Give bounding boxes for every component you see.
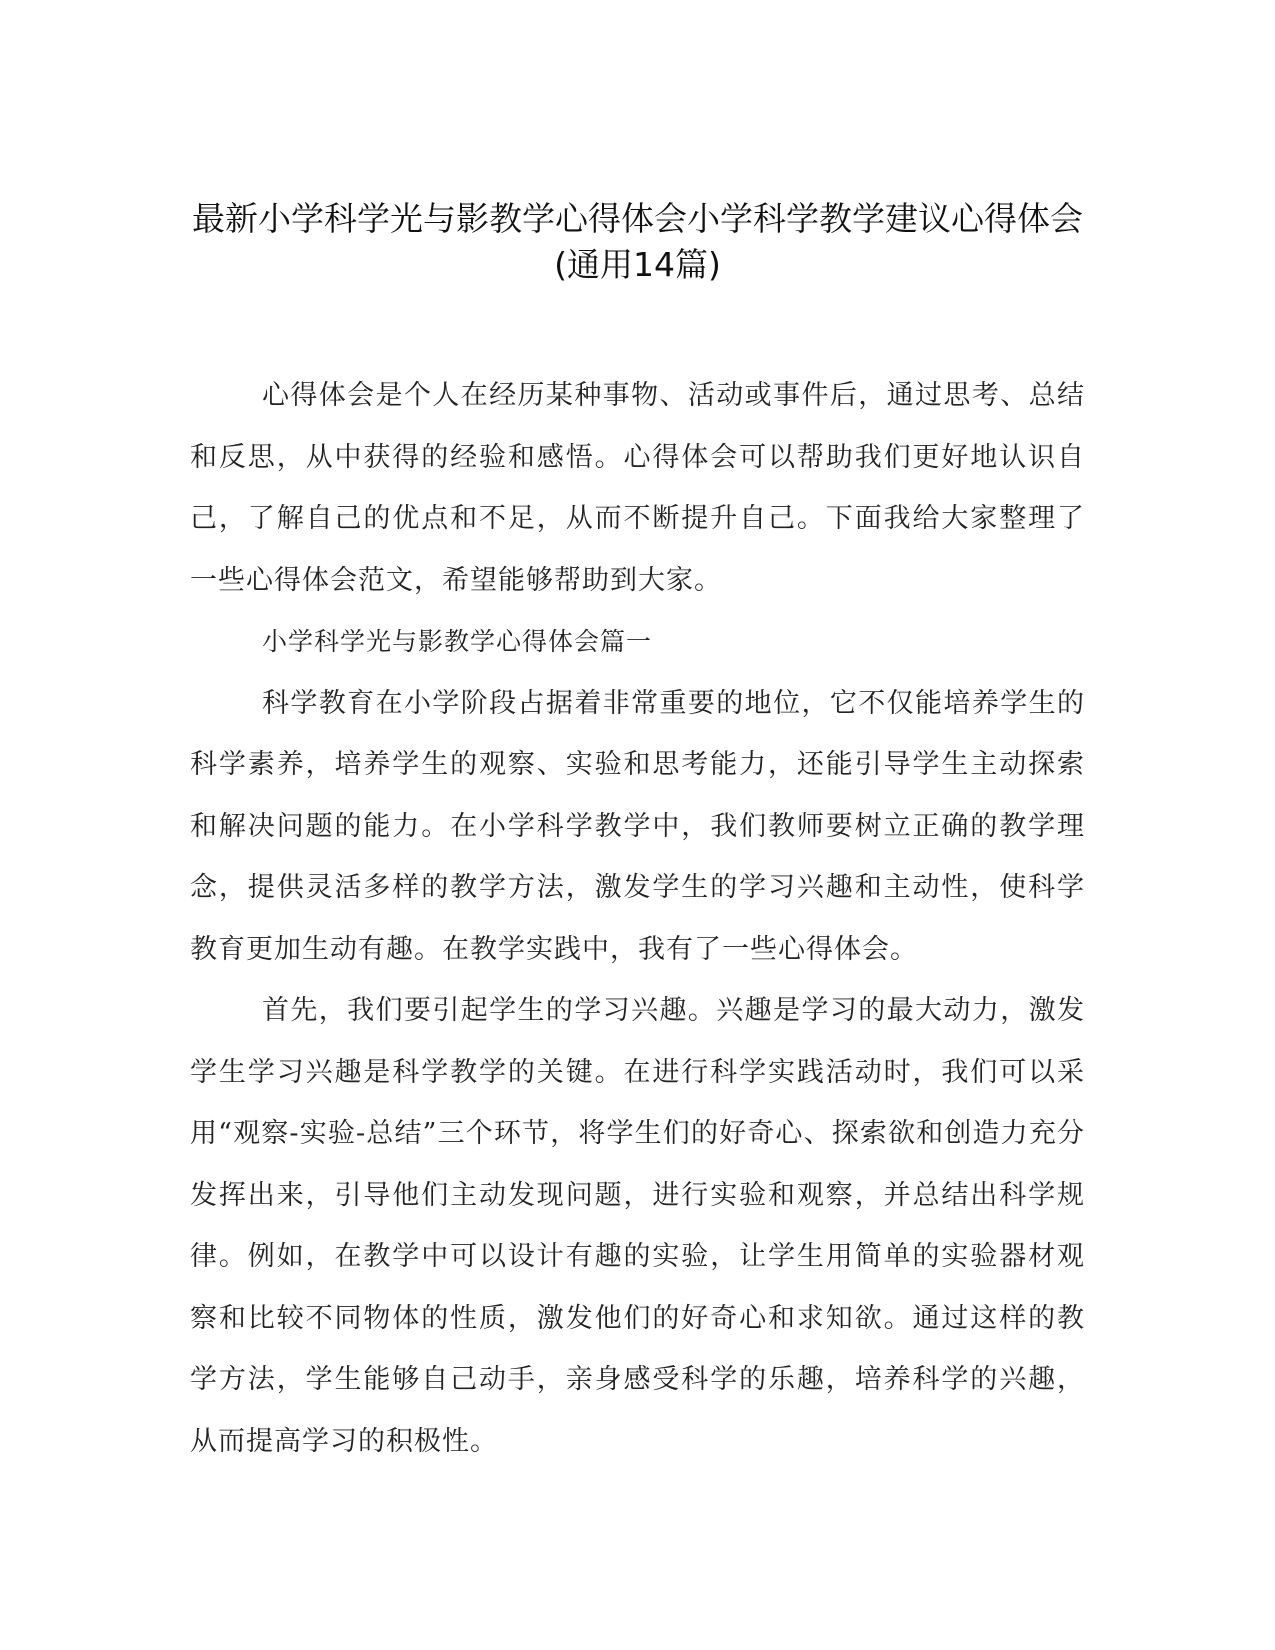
body-paragraph-1: 科学教育在小学阶段占据着非常重要的地位，它不仅能培养学生的科学素养，培养学生的观察、实验和思考能力，还能引导学生主动探索和解决问题的能力。在小学科学教学中，我们教师要树立正确的教学理念，提供灵活多样的教学方法，激发学生的学习兴趣和主动性，使科学教育更加生动有趣。在教学实践中，我有了一些心得体会。 (190, 687, 1085, 965)
document-title (120, 196, 1155, 288)
document-body (190, 365, 1085, 1472)
intro-paragraph: 心得体会是个人在经历某种事物、活动或事件后，通过思考、总结和反思，从中获得的经验和感悟。心得体会可以帮助我们更好地认识自己，了解自己的优点和不足，从而不断提升自己。下面我给大家整理了一些心得体会范文，希望能够帮助到大家。 (190, 380, 1085, 596)
section-heading: 小学科学光与影教学心得体会篇一 (262, 627, 653, 656)
title-line-1: 最新小学科学光与影教学心得体会小学科学教学建议心得体会 (192, 199, 1083, 238)
title-line-2: (通用14篇) (554, 245, 721, 284)
body-paragraph-2: 首先，我们要引起学生的学习兴趣。兴趣是学习的最大动力，激发学生学习兴趣是科学教学的关键。在进行科学实践活动时，我们可以采用“观察-实验-总结”三个环节，将学生们的好奇心、探索欲和创造力充分发挥出来，引导他们主动发现问题，进行实验和观察，并总结出科学规律。例如，在教学中可以设计有趣的实验，让学生用简单的实验器材观察和比较不同物体的性质，激发他们的好奇心和求知欲。通过这样的教学方法，学生能够自己动手，亲身感受科学的乐趣，培养科学的兴趣，从而提高学习的积极性。 (190, 995, 1085, 1457)
